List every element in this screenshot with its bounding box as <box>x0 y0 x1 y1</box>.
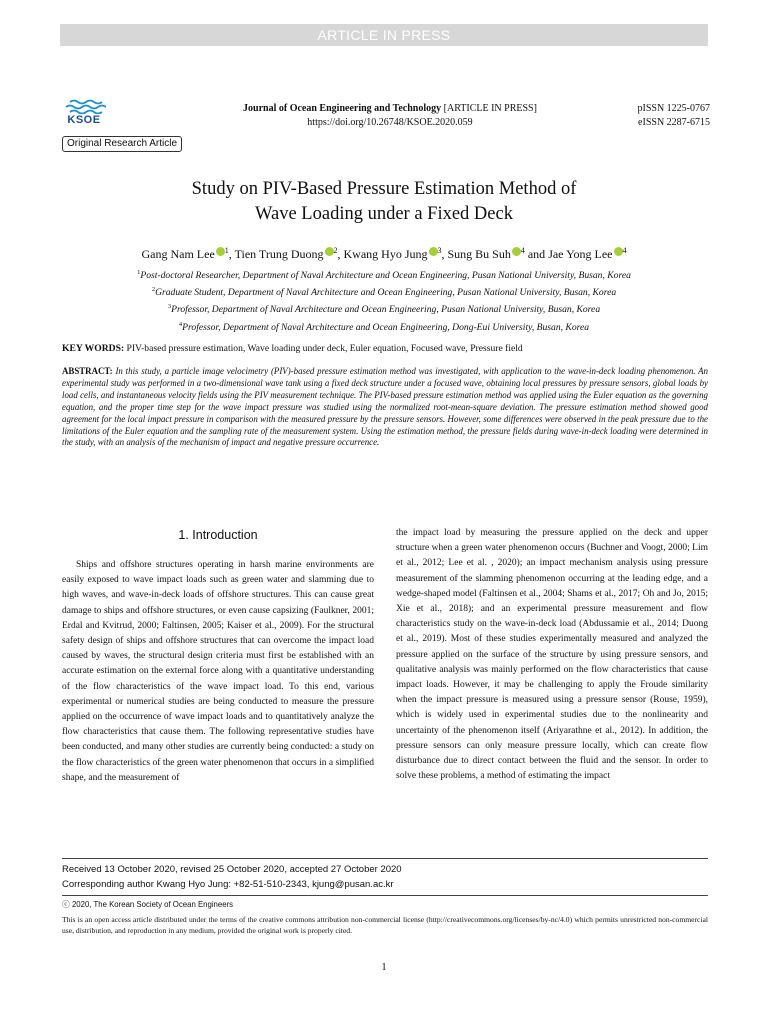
eissn: eISSN 2287-6715 <box>638 117 710 128</box>
paper-title <box>80 177 688 227</box>
pissn: pISSN 1225-0767 <box>637 103 710 114</box>
received-dates: Received 13 October 2020, revised 25 October 2020, accepted 27 October 2020 <box>62 864 402 875</box>
affiliation: $^4$Professor, Department of Naval Architecture and Ocean Engineering, Dong-Eui University, Busan, Korea <box>178 320 590 333</box>
footer-notes <box>62 862 708 892</box>
affiliation: $^1$Post-doctoral Researcher, Department of Naval Architecture and Ocean Engineering, Pusan National University, Busan, Korea <box>137 269 631 282</box>
orcid-icon[interactable] <box>614 247 623 256</box>
body-paragraph: the impact load by measuring the pressure applied on the deck and upper structure when a green water phenomenon occurs (Buchner and Voogt, 2000; Lim et al., 2012; Lee et al. , 2020); an impact mechanism analysis using pressure measurement of the slamming phenomenon occurring at the leading edge, and a wedge-shaped model (Faltinsen et al., 2004; Shams et al., 2017; Oh and Jo, 2015; Xie et al., 2018); and an experimental pressure measurement and flow characteristics study on the wave-in-deck load (Abdussamie et al., 2014; Duong et al., 2019). Most of these studies experimentally measured and analyzed the pressure applied on the surface of the structure by using pressure sensors, and qualitative analysis was mainly performed on the flow characteristics that cause impact loads. However, it may be challenging to apply the Froude similarity when the impact pressure is measured using a pressure sensor (Rouse, 1959), which is widely used in experimental studies due to the nonlinearity and uncertainty of the phenomenon itself (Ariyarathne et al., 2012). In addition, the pressure sensors can only measure pressure locally, which can create flow disturbance due to direct contact between the fluid and the sensor. In order to solve these problems, a method of estimating the impact <box>396 528 708 782</box>
author: Jae Yong Lee $^4$ <box>548 246 627 261</box>
author: Gang Nam Lee $^1$, <box>141 246 235 261</box>
author: Tien Trung Duong $^2$, <box>234 246 344 261</box>
keywords <box>62 342 708 356</box>
author: Sung Bu Suh $^4$ and <box>447 246 549 261</box>
affiliation: $^3$Professor, Department of Naval Architecture and Ocean Engineering, Pusan National University, Busan, Korea <box>167 303 601 316</box>
title-line: Study on PIV-Based Pressure Estimation Method of <box>191 179 577 199</box>
footer-rule <box>62 895 708 896</box>
ksoe-logo <box>62 98 106 132</box>
orcid-icon[interactable] <box>216 247 225 256</box>
section-heading: 1. Introduction <box>178 528 258 542</box>
journal-info <box>200 102 580 130</box>
doi-link[interactable]: https://doi.org/10.26748/KSOE.2020.059 <box>307 117 473 128</box>
footer-rule <box>62 858 708 859</box>
affiliation: $^2$Graduate Student, Department of Naval Architecture and Ocean Engineering, Pusan National University, Busan, Korea <box>151 286 617 299</box>
abstract-label: ABSTRACT: <box>62 366 113 376</box>
title-line: Wave Loading under a Fixed Deck <box>255 204 513 224</box>
author-list <box>40 243 728 262</box>
affiliations <box>40 266 728 335</box>
license-text: This is an open access article distributed under the terms of the creative commons attribution non-commercial license (http://creativecommons.org/licenses/by-nc/4.0) which permits unrestricted non-commercial use, distribution, and reproduction in any medium, provided the original work is properly cited. <box>62 915 708 935</box>
article-in-press-banner: ARTICLE IN PRESS <box>60 24 708 46</box>
copyright: ⓒ 2020, The Korean Society of Ocean Engineers <box>62 900 234 909</box>
issn-block <box>600 102 710 130</box>
keywords-text: PIV-based pressure estimation, Wave loading under deck, Euler equation, Focused wave, Pressure field <box>126 343 523 354</box>
right-column <box>396 526 708 784</box>
left-column <box>62 526 374 786</box>
page-number: 1 <box>381 962 387 973</box>
corresponding-author: Corresponding author Kwang Hyo Jung: +82-51-510-2343, kjung@pusan.ac.kr <box>62 879 394 890</box>
logo-text: KSOE <box>67 114 101 126</box>
abstract <box>62 366 708 449</box>
orcid-icon[interactable] <box>325 247 334 256</box>
keywords-label: KEY WORDS: <box>62 343 125 354</box>
orcid-icon[interactable] <box>429 247 438 256</box>
journal-status: [ARTICLE IN PRESS] <box>443 103 537 114</box>
abstract-text: In this study, a particle image velocimetry (PIV)-based pressure estimation method was investigated, with application to the wave-in-deck loading phenomenon. An experimental study was performed in a two-dimensional wave tank using a fixed deck structure under a focused wave, obtaining local pressures by pressure sensors, global loads by load cells, and instantaneous velocity fields using the PIV measurement technique. The PIV-based pressure estimation method was applied using the Euler equation as the governing equation, and the proper time step for the wave impact pressure was studied using the normalized root-mean-square deviation. The pressure estimation method showed good agreement for the local impact pressure in comparison with the measured pressure by the pressure sensors. However, some differences were observed in the peak pressure due to the limitations of the Euler equation and the sampling rate of the measurement system. Using the estimation method, the pressure fields during wave-in-deck loading were determined in the study, with an analysis of the mechanism of impact and negative pressure occurrence. <box>62 366 708 448</box>
journal-name: Journal of Ocean Engineering and Technology <box>243 103 442 114</box>
body-paragraph: Ships and offshore structures operating in harsh marine environments are easily exposed to wave impact loads such as green water and slamming due to high waves, and wave-in-deck loads of offshore structures. This can cause great damage to ships and offshore structures, or even cause capsizing (Faulkner, 2001; Erdal and Kvitrud, 2000; Faltinsen, 2005; Kaiser et al., 2009). For the structural safety design of ships and offshore structures that can overcome the impact load caused by waves, the structural design criteria must first be established with an accurate estimation on the external force along with a quantitative understanding of the flow characteristics of the wave impact load. To this end, various experimental or numerical studies are being conducted to measure the pressure applied on the occurrence of wave impact loads and to quantitatively analyze the flow characteristics that cause them. The following representative studies have been conducted, and many other studies are currently being conducted: a study on the flow characteristics of the green water phenomenon that occurs in a simplified shape, and the measurement of <box>62 560 374 783</box>
orcid-icon[interactable] <box>512 247 521 256</box>
author: Kwang Hyo Jung $^3$, <box>343 246 448 261</box>
wave-icon <box>62 98 106 114</box>
article-type-badge: Original Research Article <box>62 136 182 152</box>
